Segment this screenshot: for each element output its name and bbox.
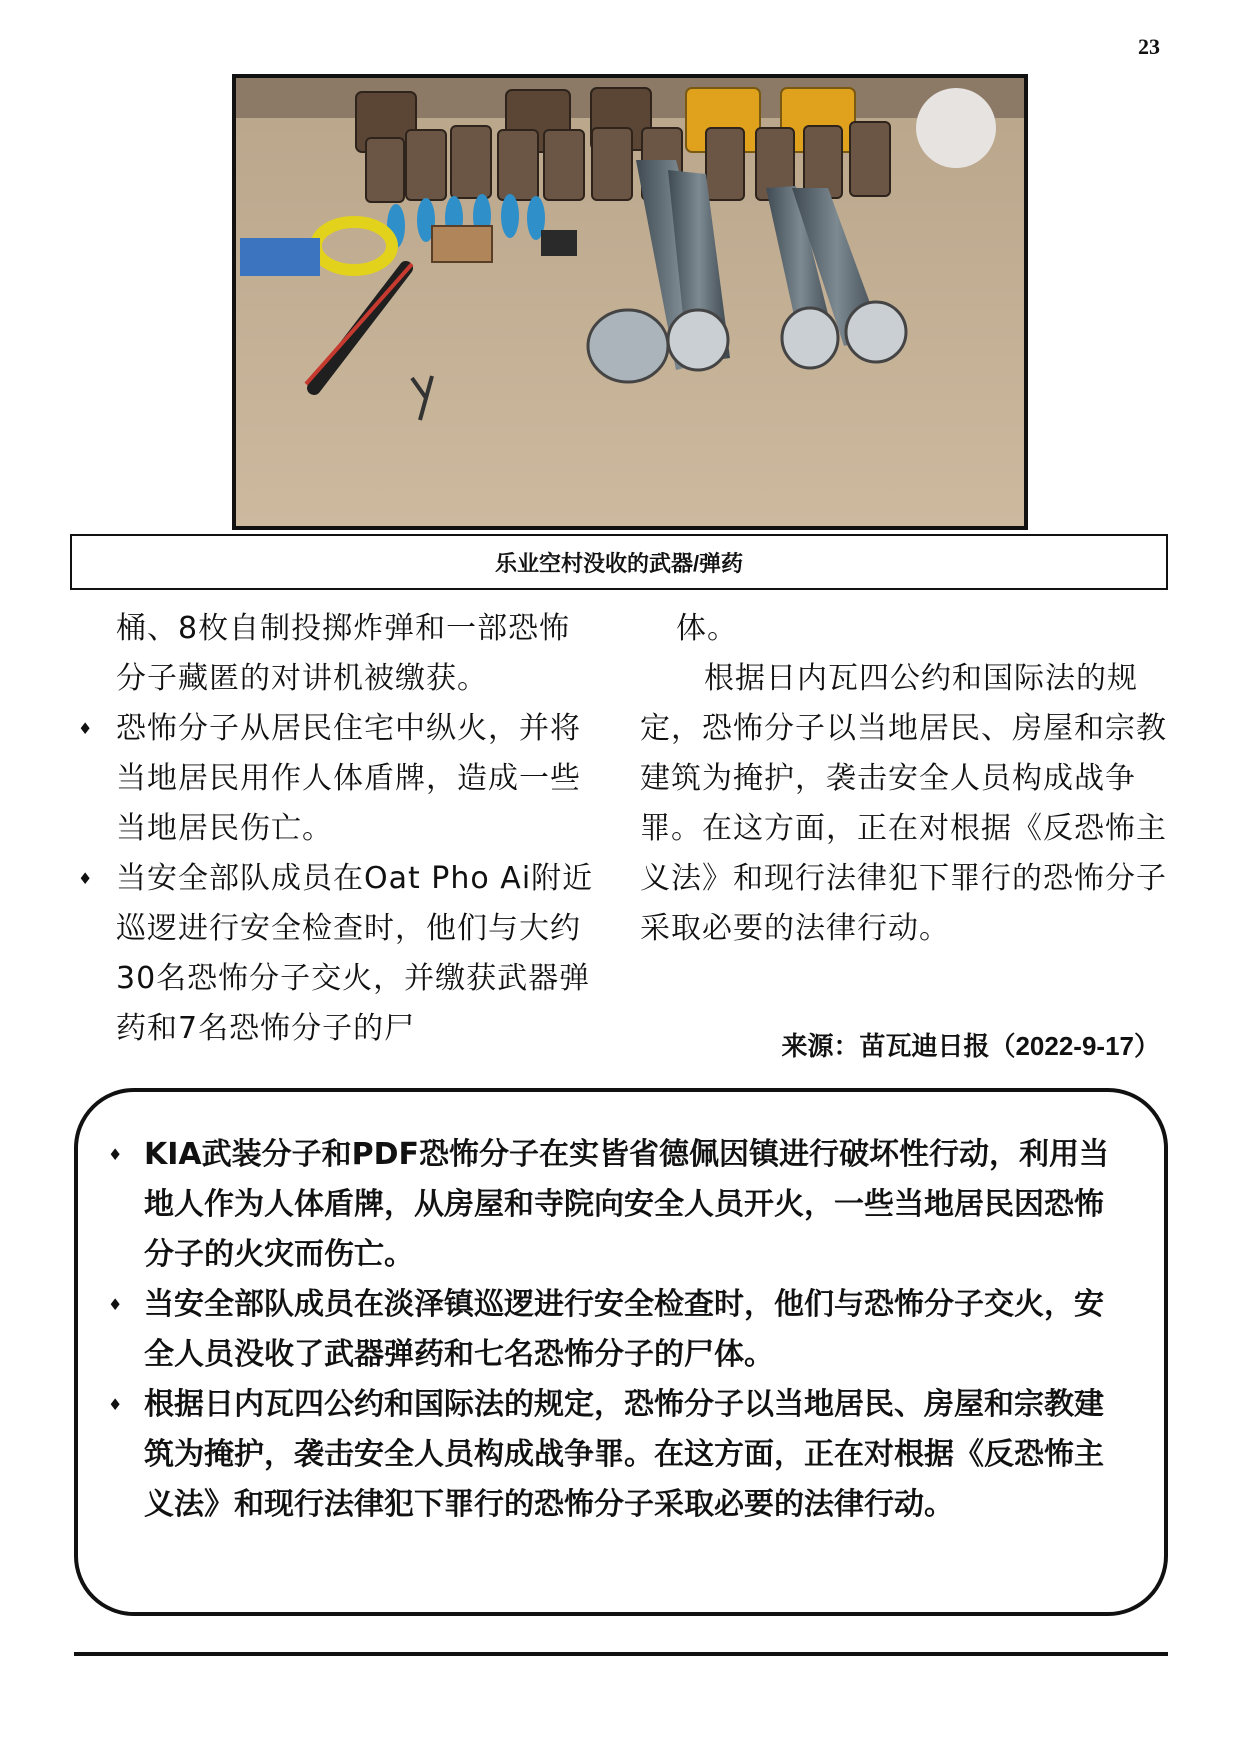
bullet-diamond-icon: ♦: [108, 1145, 123, 1164]
summary-item-2: [108, 1280, 1124, 1380]
summary-box: [74, 1088, 1168, 1616]
weapons-photo-illustration: [236, 78, 1024, 526]
source-citation: 来源：苗瓦迪日报（2022-9-17）: [781, 1031, 1160, 1061]
summary-item-3: [108, 1380, 1124, 1530]
left-bullet-item-2: [80, 854, 600, 1054]
summary-text-1: KIA武装分子和PDF恐怖分子在实皆省德佩因镇进行破坏性行动，利用当地人作为人体盾牌，从房屋和寺院向安全人员开火，一些当地居民因恐怖分子的火灾而伤亡。: [144, 1137, 1110, 1272]
left-bullet-item-1: [80, 704, 600, 854]
bullet-diamond-icon: ♦: [78, 869, 94, 888]
left-continuation-text: 桶、8枚自制投掷炸弹和一部恐怖分子藏匿的对讲机被缴获。: [116, 611, 571, 696]
left-bullet-text-2: 当安全部队成员在Oat Pho Ai附近巡逻进行安全检查时，他们与大约30名恐怖分子交火，并缴获武器弹药和7名恐怖分子的尸: [116, 861, 594, 1046]
bullet-diamond-icon: ♦: [108, 1295, 123, 1314]
bullet-diamond-icon: ♦: [78, 719, 94, 738]
summary-item-1: [108, 1130, 1124, 1280]
footer-rule: [74, 1652, 1168, 1656]
right-continuation-text: 体。: [676, 611, 738, 646]
bullet-diamond-icon: ♦: [108, 1395, 123, 1414]
page-number: 23: [1138, 34, 1160, 59]
photo-caption: 乐业空村没收的武器/弹药: [70, 534, 1168, 590]
left-bullet-text-1: 恐怖分子从居民住宅中纵火，并将当地居民用作人体盾牌，造成一些当地居民伤亡。: [116, 711, 581, 846]
summary-text-3: 根据日内瓦四公约和国际法的规定，恐怖分子以当地居民、房屋和宗教建筑为掩护，袭击安全人员构成战争罪。在这方面，正在对根据《反恐怖主义法》和现行法律犯下罪行的恐怖分子采取必要的法律行动。: [144, 1387, 1104, 1522]
summary-text-2: 当安全部队成员在淡泽镇巡逻进行安全检查时，他们与恐怖分子交火，安全人员没收了武器弹药和七名恐怖分子的尸体。: [144, 1287, 1104, 1372]
weapons-photo: [232, 74, 1028, 530]
right-column: [640, 604, 1170, 954]
left-column: [80, 604, 600, 1054]
right-paragraph: 根据日内瓦四公约和国际法的规定，恐怖分子以当地居民、房屋和宗教建筑为掩护，袭击安全人员构成战争罪。在这方面，正在对根据《反恐怖主义法》和现行法律犯下罪行的恐怖分子采取必要的法律行动。: [640, 661, 1167, 946]
